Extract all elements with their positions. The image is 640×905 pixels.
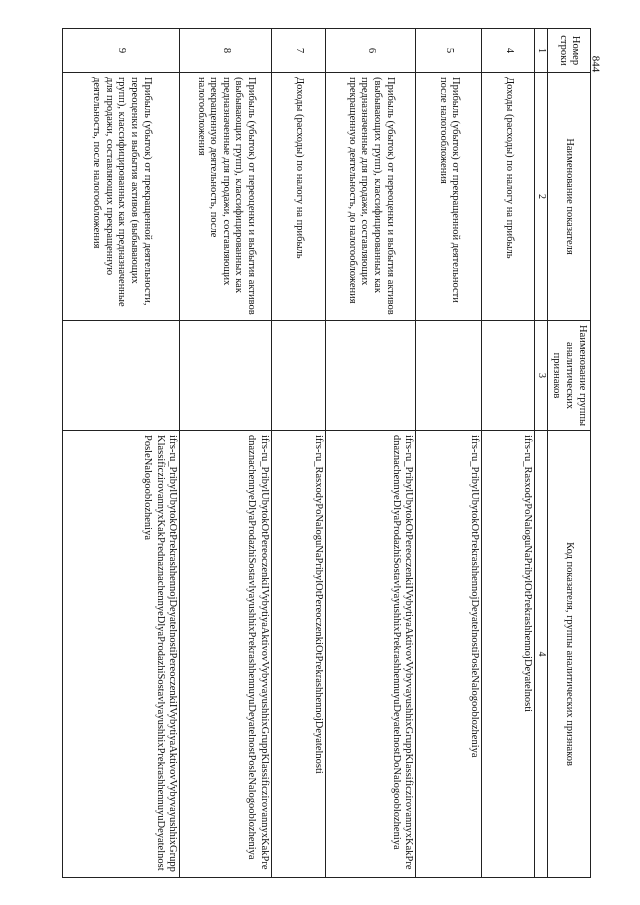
indicator-code: ifrs-ru_RasxodyPoNaloguNaPribylOtPrekrashhennojDeyatelnosti <box>481 431 535 878</box>
column-number: 3 <box>535 321 547 431</box>
table-header-row <box>547 29 590 878</box>
group-name <box>481 321 535 431</box>
group-name <box>416 321 482 431</box>
indicator-code: ifrs-ru_PribylUbytokOtPrekrashhennojDeyatelnostiPereoczenkiIVybytiyaAktivovVybyvayushhixGruppKlassificzirovannyxKakPrednaznachennyeDlyaProdazhiSostavlyayushhixPrekrashhennuyuDeyatelnostPosleNalogooblozheniya <box>63 431 180 878</box>
group-name <box>272 321 326 431</box>
table-row <box>416 29 482 878</box>
indicator-name: Доходы (расходы) по налогу на прибыль <box>481 73 535 321</box>
table-row <box>180 29 272 878</box>
indicator-name: Прибыль (убыток) от прекращенной деятельности после налогообложения <box>416 73 482 321</box>
indicator-name: Доходы (расходы) по налогу на прибыль <box>272 73 326 321</box>
indicator-code: ifrs-ru_PribylUbytokOtPereoczenkiIVybytiyaAktivovVybyvayushhixGruppKlassificzirovannyxKakPrednaznachennyeDlyaProdazhiSostavlyayushhixPrekrashhennuyuDeyatelnostDoNalogooblozheniya <box>325 431 416 878</box>
page-number-text: 844 <box>589 55 601 73</box>
row-number: 7 <box>272 29 326 73</box>
column-number: 2 <box>535 73 547 321</box>
indicator-name: Прибыль (убыток) от переоценки и выбытия активов (выбывающих групп), классифицированных как предназначенные для продажи, составляющих прекращенную деятельность, после налогообложения <box>180 73 272 321</box>
table-row <box>272 29 326 878</box>
indicator-name: Прибыль (убыток) от переоценки и выбытия активов (выбывающих групп), классифицированных как предназначенные для продажи, составляющих прекращенную деятельность, до налогообложения <box>325 73 416 321</box>
header-group-name: Наименование группы аналитических признаков <box>547 321 590 431</box>
indicator-table <box>62 28 591 878</box>
row-number: 4 <box>481 29 535 73</box>
column-numbers-row <box>535 29 547 878</box>
row-number: 8 <box>180 29 272 73</box>
group-name <box>63 321 180 431</box>
table-row <box>325 29 416 878</box>
indicator-code: ifrs-ru_PribylUbytokOtPrekrashhennojDeyatelnostiPosleNalogooblozheniya <box>416 431 482 878</box>
indicator-code: ifrs-ru_RasxodyPoNaloguNaPribylOtPereoczenkiOtPrekrashhennojDeyatelnosti <box>272 431 326 878</box>
table-row <box>63 29 180 878</box>
row-number: 9 <box>63 29 180 73</box>
table-row <box>481 29 535 878</box>
header-indicator-name: Наименование показателя <box>547 73 590 321</box>
column-number: 4 <box>535 431 547 878</box>
indicator-code: ifrs-ru_PribylUbytokOtPereoczenkiIVybytiyaAktivovVybyvayushhixGruppKlassificzirovannyxKakPrednaznachennyeDlyaProdazhiSostavlyayushhixPrekrashhennuyuDeyatelnostPosleNalogooblozheniya <box>180 431 272 878</box>
indicator-table-rotated <box>62 28 591 877</box>
column-number: 1 <box>535 29 547 73</box>
group-name <box>180 321 272 431</box>
group-name <box>325 321 416 431</box>
row-number: 5 <box>416 29 482 73</box>
indicator-table-container <box>62 28 591 877</box>
indicator-name: Прибыль (убыток) от прекращенной деятельности, переоценки и выбытия активов (выбывающих групп), классифицированных как предназначенные для продажи, составляющих прекращенную деятельность, после налогообложения <box>63 73 180 321</box>
header-row-number: Номер строки <box>547 29 590 73</box>
row-number: 6 <box>325 29 416 73</box>
header-indicator-code: Код показателя, группы аналитических признаков <box>547 431 590 878</box>
